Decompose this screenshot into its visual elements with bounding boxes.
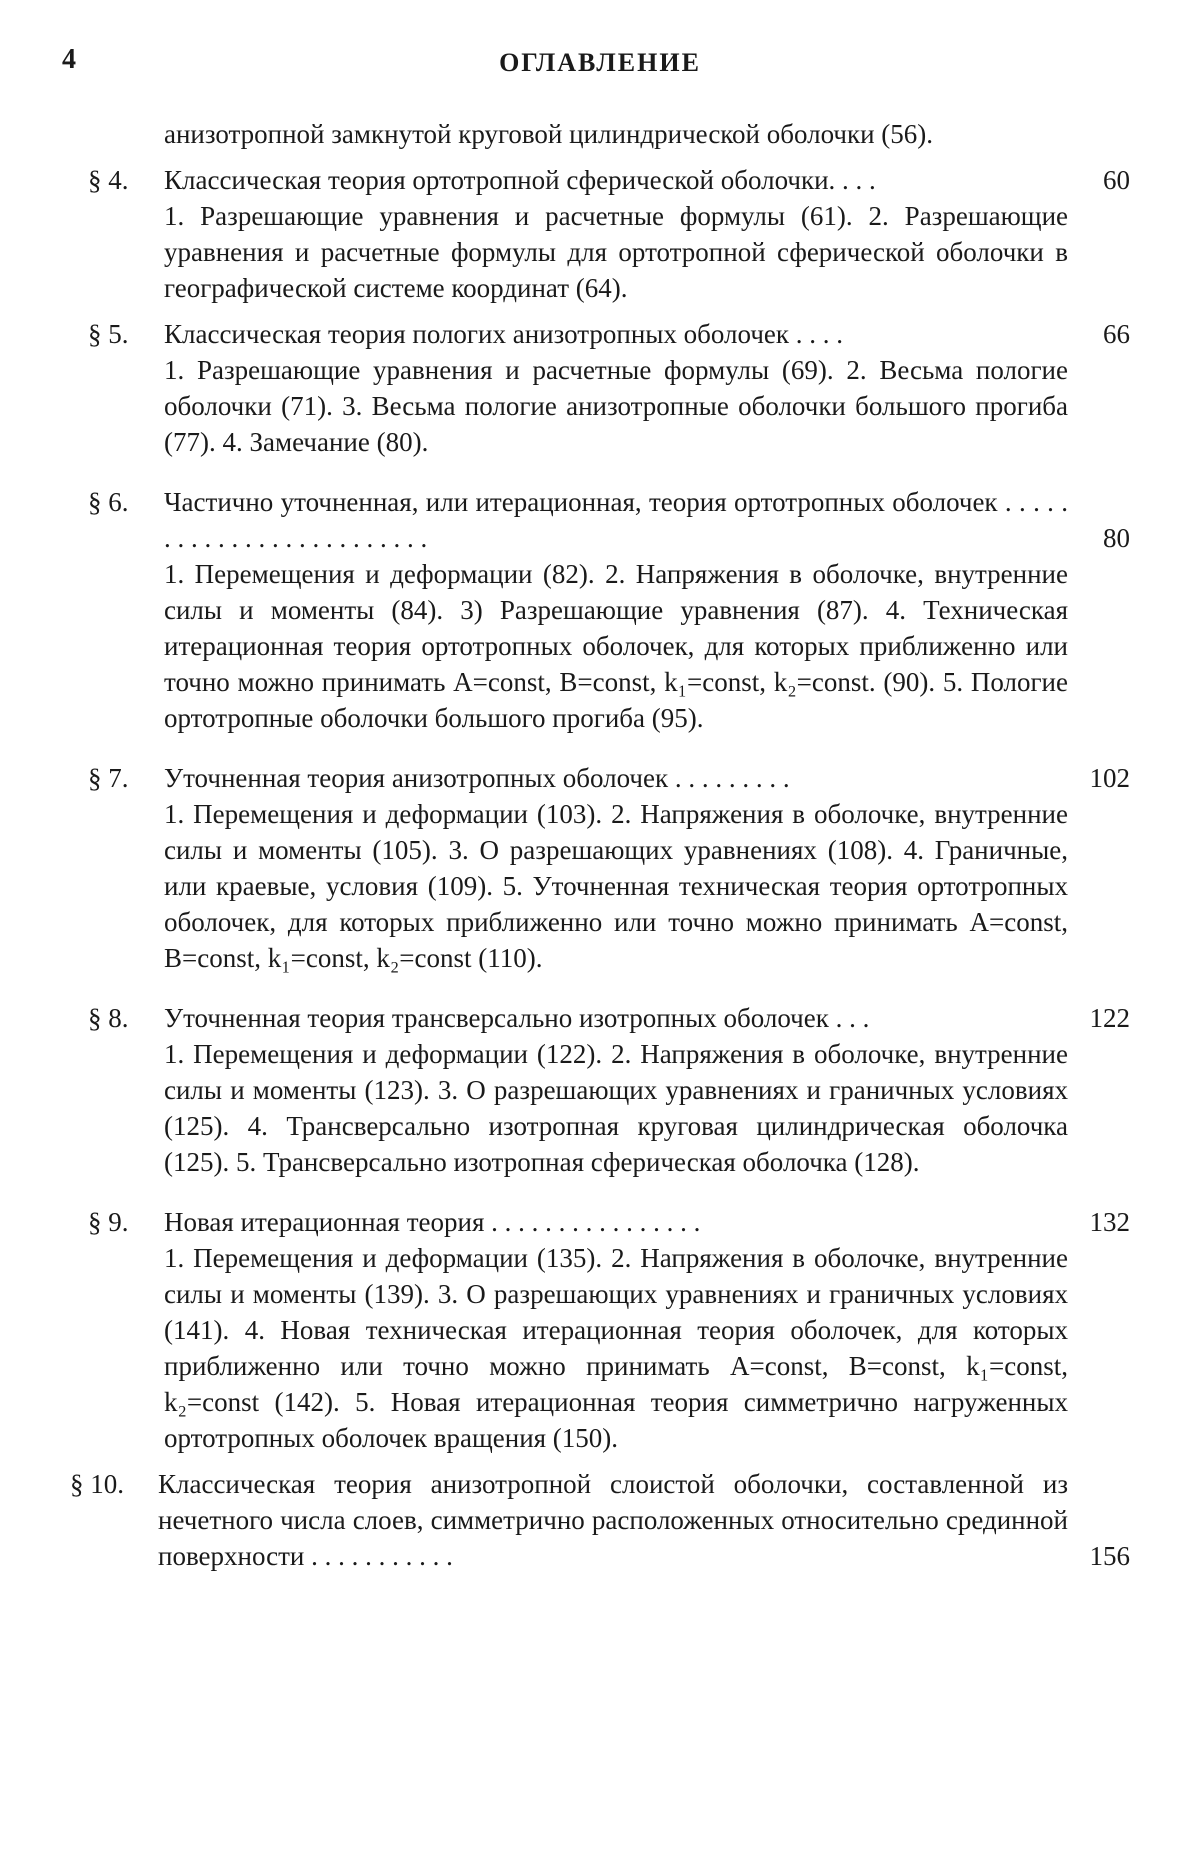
toc-continuation: анизотропной замкнутой круговой цилиндрической оболочки (56).: [164, 119, 934, 149]
section-number: § 10.: [70, 1469, 124, 1499]
page-ref: 60: [1103, 165, 1130, 195]
toc-entry-8: [60, 1000, 1140, 1180]
section-number: § 7.: [88, 763, 129, 793]
section-subtopics: 1. Разрешающие уравнения и расчетные формулы (61). 2. Разрешающие уравнения и расчетные формулы для ортотропной сферической оболочки в географической системе координат (64).: [164, 201, 1068, 303]
section-subtopics: 1. Перемещения и деформации (82). 2. Напряжения в оболочке, внутренние силы и моменты (84). 3) Разрешающие уравнения (87). 4. Техническая итерационная теория ортотропных оболочек, для которых приближенно или точно можно принимать A=const, B=const, k₁=const, k₂=const. (90). 5. Пологие ортотропные оболочки большого прогиба (95).: [164, 559, 1068, 733]
section-subtopics: 1. Разрешающие уравнения и расчетные формулы (69). 2. Весьма пологие оболочки (71). 3. Весьма пологие анизотропные оболочки большого прогиба (77). 4. Замечание (80).: [164, 355, 1068, 457]
page-ref: 80: [1103, 523, 1130, 553]
toc-entry-10: [60, 1466, 1140, 1574]
toc-entry-4: [60, 162, 1140, 306]
section-subtopics: 1. Перемещения и деформации (122). 2. Напряжения в оболочке, внутренние силы и моменты (123). 3. О разрешающих уравнениях и граничных условиях (125). 4. Трансверсально изотропная круговая цилиндрическая оболочка (125). 5. Трансверсально изотропная сферическая оболочка (128).: [164, 1039, 1068, 1177]
page-ref: 156: [1089, 1541, 1130, 1571]
section-number: § 8.: [88, 1003, 129, 1033]
section-title: Уточненная теория анизотропных оболочек . . . . . . . . .: [164, 763, 790, 793]
toc-entry-6: [60, 484, 1140, 736]
section-title: Классическая теория ортотропной сферической оболочки. . . .: [164, 165, 876, 195]
section-number: § 5.: [88, 319, 129, 349]
page-ref: 102: [1089, 763, 1130, 793]
toc-entry-9: [60, 1204, 1140, 1456]
page-ref: 66: [1103, 319, 1130, 349]
page-number: 4: [62, 44, 76, 75]
page-ref: 132: [1089, 1207, 1130, 1237]
section-number: § 9.: [88, 1207, 129, 1237]
section-title: Классическая теория пологих анизотропных оболочек . . . .: [164, 319, 843, 349]
section-title: Классическая теория анизотропной слоистой оболочки, составленной из нечетного числа слоев, симметрично расположенных относительно срединной поверхности . . . . . . . . . . .: [158, 1469, 1068, 1571]
section-subtopics: 1. Перемещения и деформации (135). 2. Напряжения в оболочке, внутренние силы и моменты (139). 3. О разрешающих уравнениях и граничных условиях (141). 4. Новая техническая итерационная теория оболочек, для которых приближенно или точно можно принимать A=const, B=const, k₁=const, k₂=const (142). 5. Новая итерационная теория симметрично нагруженных ортотропных оболочек вращения (150).: [164, 1243, 1068, 1453]
page-ref: 122: [1089, 1003, 1130, 1033]
section-subtopics: 1. Перемещения и деформации (103). 2. Напряжения в оболочке, внутренние силы и моменты (105). 3. О разрешающих уравнениях (108). 4. Граничные, или краевые, условия (109). 5. Уточненная техническая теория ортотропных оболочек, для которых приближенно или точно можно принимать A=const, B=const, k₁=const, k₂=const (110).: [164, 799, 1068, 973]
section-number: § 6.: [88, 487, 129, 517]
section-title: Новая итерационная теория . . . . . . . . . . . . . . . .: [164, 1207, 701, 1237]
section-number: § 4.: [88, 165, 129, 195]
section-title: Уточненная теория трансверсально изотропных оболочек . . .: [164, 1003, 870, 1033]
table-of-contents: [60, 116, 1140, 1574]
section-title: Частично уточненная, или итерационная, теория ортотропных оболочек . . . . . . . . . . . . . . . . . . . . . . . . .: [164, 487, 1068, 553]
toc-entry-5: [60, 316, 1140, 460]
page-header: [60, 44, 1140, 84]
running-title: ОГЛАВЛЕНИЕ: [499, 48, 701, 77]
toc-entry-7: [60, 760, 1140, 976]
